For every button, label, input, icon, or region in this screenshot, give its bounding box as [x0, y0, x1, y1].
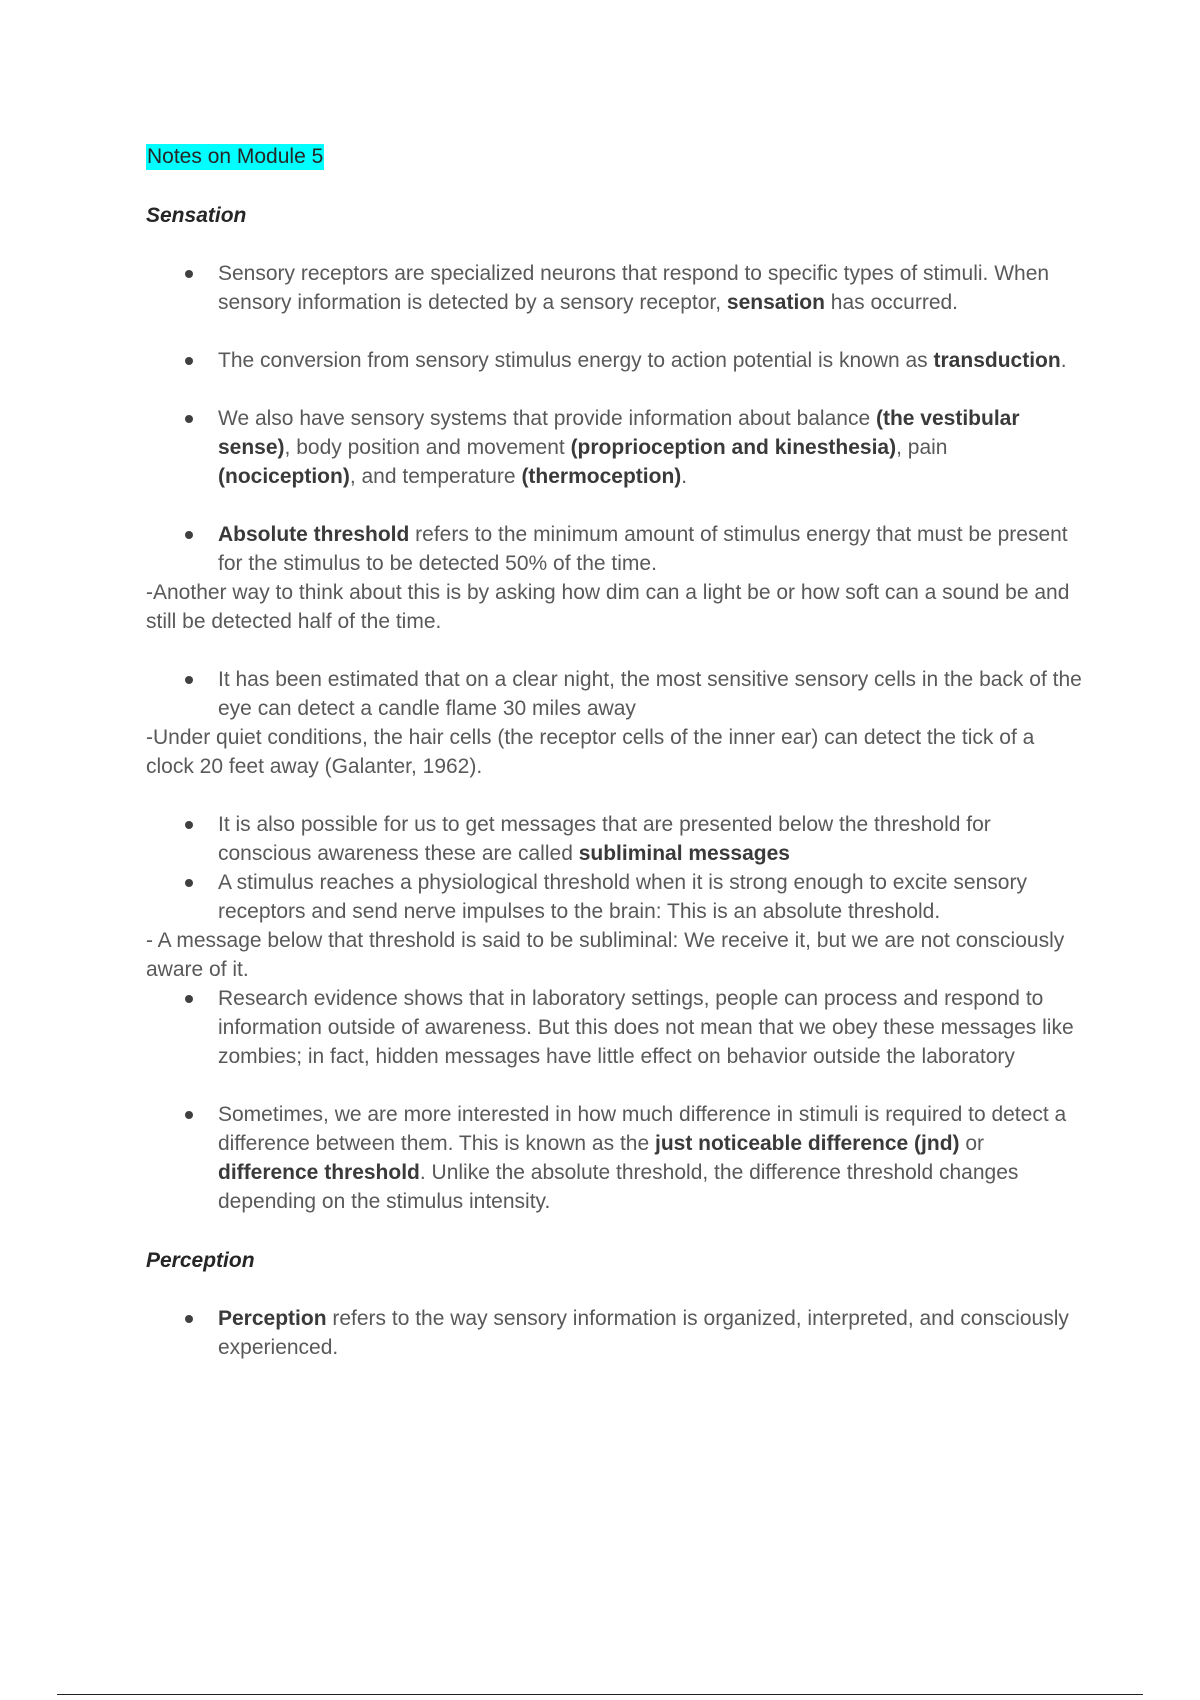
term-nociception: (nociception): [218, 465, 350, 488]
bullet-icon: [185, 415, 193, 423]
note-paragraph: -Another way to think about this is by asking how dim can a light be or how soft can a sound be and still be detected half of the time.: [146, 581, 1070, 633]
document-page: [146, 142, 1086, 1362]
note-paragraph: - A message below that threshold is said to be subliminal: We receive it, but we are not consciously aware of it.: [146, 929, 1065, 981]
list-item: It is also possible for us to get messages that are presented below the threshold for conscious awareness these are called subliminal messages: [146, 810, 1086, 868]
perception-list: [146, 1304, 1086, 1362]
document-title: [146, 142, 1086, 171]
list-item: Perception refers to the way sensory information is organized, interpreted, and consciously experienced.: [146, 1304, 1086, 1362]
list-item: Absolute threshold refers to the minimum amount of stimulus energy that must be present for the stimulus to be detected 50% of the time.: [146, 520, 1086, 578]
bullet-icon: [185, 531, 193, 539]
list-item: We also have sensory systems that provide information about balance (the vestibular sense), body position and movement (proprioception and kinesthesia), pain (nociception), and temperature (thermoception).: [146, 404, 1086, 491]
list-item: Research evidence shows that in laboratory settings, people can process and respond to information outside of awareness. But this does not mean that we obey these messages like zombies; in fact, hidden messages have little effect on behavior outside the laboratory: [146, 984, 1086, 1071]
section-heading-perception: Perception: [146, 1249, 255, 1272]
term-sensation: sensation: [726, 291, 825, 314]
bullet-icon: [185, 995, 193, 1003]
note-paragraph: -Under quiet conditions, the hair cells (the receptor cells of the inner ear) can detect the tick of a clock 20 feet away (Galanter, 1962).: [146, 726, 1035, 778]
sensation-list-4: [146, 984, 1086, 1216]
sensation-list-1: [146, 259, 1086, 578]
list-item: A stimulus reaches a physiological threshold when it is strong enough to excite sensory receptors and send nerve impulses to the brain: This is an absolute threshold.: [146, 868, 1086, 926]
sensation-list-2: [146, 665, 1086, 723]
term-thermoception: (thermoception): [521, 465, 682, 488]
bullet-icon: [185, 1111, 193, 1119]
bullet-icon: [185, 357, 193, 365]
bullet-icon: [185, 270, 193, 278]
term-perception: Perception: [218, 1307, 327, 1330]
term-transduction: transduction: [933, 349, 1061, 372]
term-jnd: just noticeable difference (jnd): [654, 1132, 960, 1155]
bullet-icon: [185, 821, 193, 829]
bullet-icon: [185, 676, 193, 684]
term-difference-threshold: difference threshold: [218, 1161, 420, 1184]
section-heading-sensation: Sensation: [146, 204, 247, 227]
bullet-icon: [185, 879, 193, 887]
term-vestibular-sense: (the vestibular sense): [218, 407, 1020, 459]
term-subliminal-messages: subliminal messages: [578, 842, 790, 865]
term-absolute-threshold: Absolute threshold: [218, 523, 410, 546]
bullet-icon: [185, 1315, 193, 1323]
list-item: Sensory receptors are specialized neurons that respond to specific types of stimuli. When sensory information is detected by a sensory receptor, sensation has occurred.: [146, 259, 1086, 317]
term-proprioception: (proprioception and kinesthesia): [570, 436, 897, 459]
list-item: The conversion from sensory stimulus energy to action potential is known as transduction.: [146, 346, 1086, 375]
title-highlight: Notes on Module 5: [147, 145, 324, 168]
sensation-list-3: [146, 810, 1086, 926]
list-item: It has been estimated that on a clear night, the most sensitive sensory cells in the back of the eye can detect a candle flame 30 miles away: [146, 665, 1086, 723]
page-bottom-divider: [57, 1694, 1143, 1695]
list-item: Sometimes, we are more interested in how much difference in stimuli is required to detect a difference between them. This is known as the just noticeable difference (jnd) or difference threshold. Unlike the absolute threshold, the difference threshold changes depending on the stimulus intensity.: [146, 1100, 1086, 1216]
